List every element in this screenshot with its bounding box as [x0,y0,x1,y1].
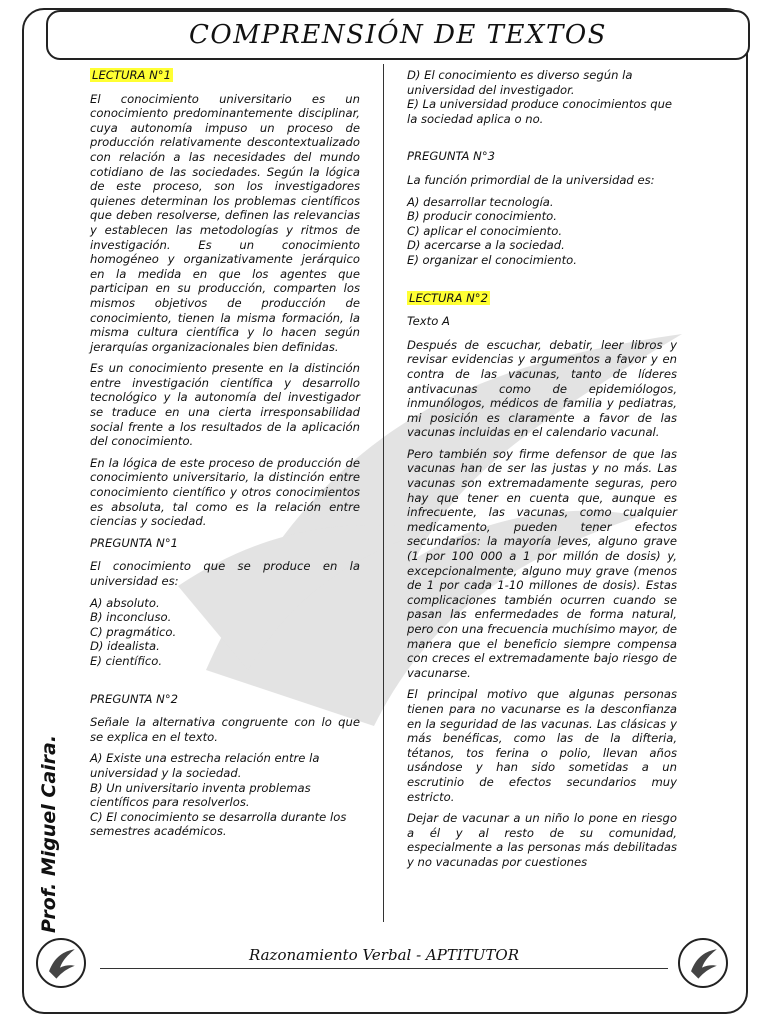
question-2-options [90,751,360,839]
option-item: E) La universidad produce conocimientos que la sociedad aplica o no. [407,97,673,126]
option-item: B) producir conocimiento. [407,209,557,224]
question-2-label: PREGUNTA N°2 [90,691,178,706]
left-column [90,68,360,848]
option-item: C) aplicar el conocimiento. [407,223,563,238]
lectura-1-paragraph: El conocimiento universitario es un conocimiento predominantemente disciplinar, cuya autonomía impuso un proceso de producción relativamente descontextualizado con relación a las necesidades del mundo cotidiano de las sociedades. Según la lógica de este proceso, son los investigadores quienes determinan los problemas científicos que deben resolverse, definen las relevancias y establecen las metodologías y ritmos de investigación. Es un conocimiento homogéneo y organizativamente jerárquico en la medida en que los agentes que participan en su producción, comparten los mismos objetivos de producción de conocimiento, tienen la misma formación, la misma cultura científica y lo hacen según jerarquías organizacionales bien definidas. [90,91,360,354]
texto-a-label: Texto A [407,314,450,329]
option-item: D) idealista. [90,639,160,654]
option-item: B) inconcluso. [90,610,172,625]
footer-divider [100,968,668,969]
question-2-options-continued [407,68,677,126]
question-1-label: PREGUNTA N°1 [90,535,178,550]
option-item: D) acercarse a la sociedad. [407,238,565,253]
lectura-1-paragraph: En la lógica de este proceso de producción de conocimiento universitario, la distinción entre conocimiento científico y otros conocimientos es absoluta, tal como es la relación entre ciencias y sociedad. [90,455,360,529]
lectura-2-paragraph: Pero también soy firme defensor de que las vacunas han de ser las justas y no más. Las vacunas son extremadamente seguras, pero hay que tener en cuenta que, aunque es infrecuente, las vacunas, como cualquier medicamento, pueden tener efectos secundarios: la mayoría leves, alguno grave (1 por 100 000 a 1 por millón de dosis) y, excepcionalmente, alguno muy grave (menos de 1 por cada 1-10 millones de dosis). Estas complicaciones también ocurren cuando se pasan las enfermedades de forma natural, pero con una frecuencia muchísimo mayor, de manera que el beneficio siempre compensa con creces el extremadamente bajo riesgo de vacunarse. [407,446,677,680]
option-item: E) científico. [90,653,163,668]
question-3-stem: La función primordial de la universidad es: [407,172,655,187]
column-divider [383,64,384,922]
question-1-stem: El conocimiento que se produce en la universidad es: [90,559,360,588]
lectura-1-heading: LECTURA N°1 [92,68,171,82]
title-box [46,10,750,60]
option-item: C) El conocimiento se desarrolla durante los semestres académicos. [90,809,347,839]
option-item: C) pragmático. [90,624,177,639]
author-label: Prof. Miguel Caira. [38,734,60,933]
page-title: COMPRENSIÓN DE TEXTOS [189,20,607,50]
lectura-2-paragraph: Dejar de vacunar a un niño lo pone en riesgo a él y al resto de su comunidad, especialmente a las personas más debilitadas y no vacunadas por cuestiones [407,811,677,869]
lectura-1-paragraph: Es un conocimiento presente en la distinción entre investigación científica y desarrollo tecnológico y la autonomía del investigador se traduce en una cierta irresponsabilidad social frente a los resultados de la aplicación del conocimiento. [90,361,360,449]
question-1-options [90,596,360,669]
option-item: D) El conocimiento es diverso según la universidad del investigador. [407,68,633,97]
question-3-options [407,195,677,268]
option-item: B) Un universitario inventa problemas científicos para resolverlos. [90,780,311,810]
question-3-label: PREGUNTA N°3 [407,149,495,164]
option-item: A) desarrollar tecnología. [407,194,554,209]
footer-text: Razonamiento Verbal - APTITUTOR [248,946,520,964]
right-column [407,68,677,877]
option-item: A) Existe una estrecha relación entre la universidad y la sociedad. [90,751,320,780]
question-2-stem: Señale la alternativa congruente con lo que se explica en el texto. [90,715,360,744]
option-item: E) organizar el conocimiento. [407,252,577,267]
option-item: A) absoluto. [90,595,160,610]
lectura-2-paragraph: Después de escuchar, debatir, leer libros y revisar evidencias y argumentos a favor y en contra de las vacunas, tanto de líderes antivacunas como de epidemiólogos, inmunólogos, médicos de familia y pediatras, mi posición es claramente a favor de las vacunas incluidas en el calendario vacunal. [407,337,677,440]
lectura-2-heading: LECTURA N°2 [409,290,488,305]
lectura-2-paragraph: El principal motivo que algunas personas tienen para no vacunarse es la desconfianza en la seguridad de las vacunas. Las clásicas y más benéficas, como las de la difteria, tétanos, tos ferina o polio, llevan años usándose y han sido sometidas a un escrutinio de efectos secundarios muy estricto. [407,687,677,804]
